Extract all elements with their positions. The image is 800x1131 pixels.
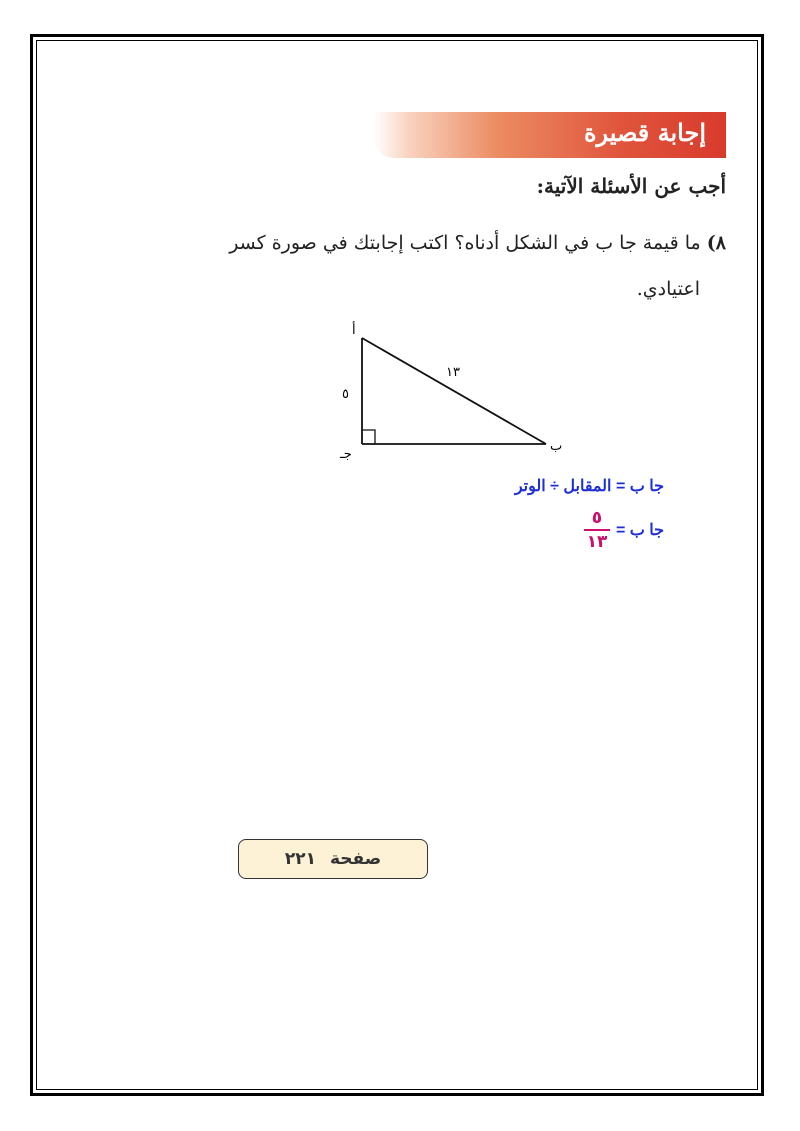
- vertex-label-b: ب: [550, 439, 563, 454]
- section-banner: [374, 112, 726, 158]
- fraction-denominator: ١٣: [586, 532, 608, 552]
- question-text-line2: اعتيادي.: [636, 278, 700, 300]
- answer-fraction: [584, 508, 610, 552]
- answer-result-label: جا ب =: [615, 522, 664, 539]
- right-triangle-figure: [330, 320, 570, 465]
- page-number-badge: [238, 839, 428, 879]
- answer-formula: جا ب = المقابل ÷ الوتر: [514, 478, 664, 495]
- question-number: ٨): [706, 232, 726, 254]
- vertex-label-c: جـ: [340, 447, 352, 462]
- answer-result: [584, 508, 664, 552]
- fraction-numerator: ٥: [591, 508, 603, 528]
- vertex-label-a: أ: [352, 323, 356, 338]
- question-text-line1: ما قيمة جا ب في الشكل أدناه؟ اكتب إجابتك في صورة كسر: [229, 232, 701, 254]
- instruction-text: أجب عن الأسئلة الآتية:: [536, 174, 726, 198]
- page-label: صفحة: [329, 849, 382, 869]
- question-8: [229, 232, 726, 254]
- fraction-bar: [584, 529, 610, 531]
- page-number: ٢٢١: [284, 849, 316, 869]
- hypotenuse-line: [362, 338, 546, 444]
- side-label-5: ٥: [342, 387, 349, 402]
- right-angle-marker: [362, 430, 375, 444]
- side-label-13: ١٣: [446, 365, 460, 380]
- section-title: إجابة قصيرة: [583, 118, 706, 147]
